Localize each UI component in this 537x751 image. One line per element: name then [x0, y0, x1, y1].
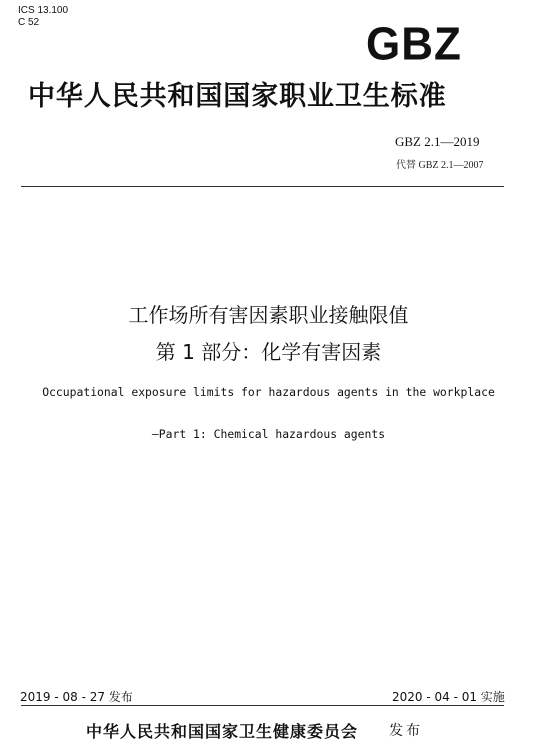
english-title-line-1: Occupational exposure limits for hazardous agents in the workplace — [42, 385, 495, 399]
gbz-logo: GBZ — [366, 18, 462, 71]
top-divider — [21, 186, 504, 187]
english-title-line-2: —Part 1: Chemical hazardous agents — [151, 427, 386, 441]
issue-date: 2019 - 08 - 27 发布 — [20, 690, 133, 704]
standard-code: GBZ 2.1—2019 — [395, 134, 480, 149]
implementation-date: 2020 - 04 - 01 实施 — [392, 690, 505, 704]
classification-codes — [18, 5, 68, 29]
ccs-code: C 52 — [18, 17, 40, 28]
document-title-line-2: 第 1 部分：化学有害因素 — [155, 340, 382, 364]
ics-code: ICS 13.100 — [18, 5, 69, 16]
standard-title: 中华人民共和国国家职业卫生标准 — [28, 81, 447, 112]
document-title-line-1: 工作场所有害因素职业接触限值 — [128, 303, 409, 327]
replaces-note: 代替 GBZ 2.1—2007 — [396, 160, 484, 171]
publish-label: 发布 — [389, 723, 423, 739]
issuing-authority: 中华人民共和国国家卫生健康委员会 — [86, 722, 359, 741]
bottom-divider — [21, 705, 504, 706]
